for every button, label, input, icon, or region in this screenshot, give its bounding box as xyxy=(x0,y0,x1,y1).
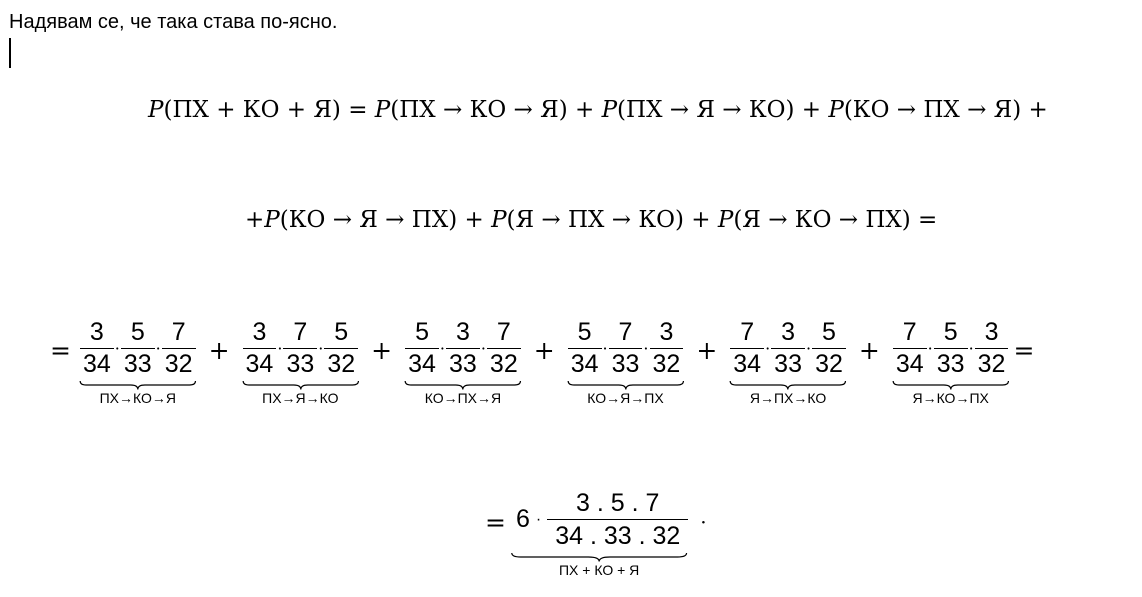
equals-sign: = xyxy=(1013,336,1035,365)
multiply-dot: · xyxy=(805,338,812,358)
equation-term: (ПХ → КО → Я) + xyxy=(390,97,602,123)
trailing-dot: · xyxy=(700,510,707,534)
multiply-dot: · xyxy=(155,338,161,358)
numerator: 7 xyxy=(487,318,521,349)
fraction-product xyxy=(729,318,847,379)
multiply-dot: · xyxy=(643,338,649,358)
probability-symbol: P xyxy=(491,207,507,233)
equation-line-1 xyxy=(148,95,1048,125)
denominator: 34 xyxy=(245,350,274,378)
underbrace-label: ПХ + КО + Я xyxy=(558,562,640,578)
underbrace-group xyxy=(510,488,688,578)
product-expression xyxy=(510,488,688,551)
fraction xyxy=(568,318,602,379)
fraction xyxy=(162,318,196,379)
probability-symbol: P xyxy=(601,97,618,123)
denominator: 32 xyxy=(164,350,193,378)
multiply-dot: · xyxy=(318,338,324,358)
fraction-product xyxy=(892,318,1010,379)
numerator: 5 xyxy=(324,318,358,349)
numerator: 5 xyxy=(812,318,846,349)
numerator: 3 xyxy=(80,318,114,349)
underbrace xyxy=(729,380,847,390)
probability-symbol: P xyxy=(717,207,734,233)
line-prefix-plus: + xyxy=(245,207,265,233)
underbrace-label: ПХ→КО→Я xyxy=(99,390,176,406)
denominator: 33 xyxy=(123,350,152,378)
fraction xyxy=(730,318,764,379)
numerator: 7 xyxy=(609,318,643,349)
underbrace-label: Я→КО→ПХ xyxy=(912,390,989,406)
numerator: 3 xyxy=(650,318,684,349)
multiply-dot: · xyxy=(765,338,771,358)
fraction xyxy=(609,318,643,379)
fraction xyxy=(771,318,805,379)
underbrace xyxy=(404,380,522,390)
plus-sign: + xyxy=(858,336,880,365)
numerator: 5 xyxy=(405,318,439,349)
denominator: 33 xyxy=(774,350,802,378)
denominator: 32 xyxy=(977,350,1006,378)
denominator: 34 xyxy=(570,350,599,378)
multiply-dot: · xyxy=(114,338,120,358)
multiply-dot: · xyxy=(968,338,974,358)
fraction xyxy=(283,318,317,379)
text-cursor xyxy=(9,38,11,68)
fraction xyxy=(487,318,521,379)
fraction xyxy=(80,318,114,379)
denominator: 32 xyxy=(652,350,681,378)
fraction xyxy=(324,318,358,379)
equals-sign: = xyxy=(50,336,71,365)
numerator: 3 xyxy=(243,318,277,349)
underbrace-group xyxy=(79,318,197,406)
denominator: 34 . 33 . 32 xyxy=(555,522,681,550)
underbrace-label: ПХ→Я→КО xyxy=(262,390,339,406)
numerator: 7 xyxy=(162,318,196,349)
numerator: 3 xyxy=(975,318,1009,349)
fraction xyxy=(934,318,968,379)
denominator: 33 xyxy=(449,350,477,378)
probability-symbol: P xyxy=(148,97,164,123)
denominator: 33 xyxy=(936,350,965,378)
fraction-product xyxy=(242,318,360,379)
fraction xyxy=(975,318,1009,379)
probability-symbol: P xyxy=(374,97,391,123)
underbrace xyxy=(567,380,685,390)
numerator: 7 xyxy=(283,318,317,349)
fraction xyxy=(243,318,277,379)
fraction xyxy=(547,488,688,551)
numerator: 7 xyxy=(730,318,764,349)
underbrace-label: КО→ПХ→Я xyxy=(424,390,502,406)
fraction-product xyxy=(404,318,522,379)
plus-sign: + xyxy=(371,336,393,365)
probability-symbol: P xyxy=(264,207,280,233)
denominator: 32 xyxy=(489,350,518,378)
coefficient: 6 xyxy=(515,505,530,533)
underbrace-group xyxy=(567,318,685,406)
underbrace xyxy=(510,552,688,562)
underbrace-group xyxy=(892,318,1010,406)
multiply-dot: · xyxy=(602,338,608,358)
multiply-dot: · xyxy=(277,338,283,358)
equals-sign: = xyxy=(485,508,506,537)
numerator: 5 xyxy=(568,318,602,349)
underbrace-label: КО→Я→ПХ xyxy=(587,390,664,406)
underbrace-label: Я→ПХ→КО xyxy=(749,390,827,406)
denominator: 34 xyxy=(82,350,111,378)
equation-lhs: (ПХ + КО + Я) = xyxy=(163,97,375,123)
fraction xyxy=(405,318,439,379)
numerator: 3 xyxy=(771,318,805,349)
numerator: 3 xyxy=(446,318,480,349)
underbrace xyxy=(79,380,197,390)
probability-symbol: P xyxy=(828,97,844,123)
plus-sign: + xyxy=(533,336,555,365)
fraction xyxy=(893,318,927,379)
denominator: 32 xyxy=(815,350,843,378)
denominator: 34 xyxy=(733,350,762,378)
fraction xyxy=(650,318,684,379)
equation-term: (Я → ПХ → КО) + xyxy=(506,207,718,233)
numerator: 7 xyxy=(893,318,927,349)
denominator: 34 xyxy=(408,350,436,378)
equation-term: (КО → Я → ПХ) + xyxy=(279,207,492,233)
fraction xyxy=(446,318,480,379)
equation-line-4 xyxy=(485,488,707,578)
underbrace-group xyxy=(729,318,847,406)
underbrace xyxy=(892,380,1010,390)
multiply-dot: · xyxy=(535,510,542,528)
plus-sign: + xyxy=(208,336,230,365)
equation-term: (Я → КО → ПХ) = xyxy=(733,207,938,233)
multiply-dot: · xyxy=(927,338,933,358)
intro-text: Надявам се, че така става по-ясно. xyxy=(9,11,338,33)
equation-line-2 xyxy=(245,205,937,235)
denominator: 33 xyxy=(286,350,315,378)
plus-sign: + xyxy=(696,336,718,365)
numerator: 5 xyxy=(934,318,968,349)
equation-line-3 xyxy=(50,318,1038,406)
denominator: 33 xyxy=(611,350,640,378)
fraction xyxy=(812,318,846,379)
fraction-product xyxy=(567,318,685,379)
underbrace xyxy=(242,380,360,390)
fraction-product xyxy=(79,318,197,379)
numerator: 5 xyxy=(121,318,155,349)
denominator: 32 xyxy=(327,350,356,378)
underbrace-group xyxy=(242,318,360,406)
equation-term: (ПХ → Я → КО) + xyxy=(617,97,829,123)
numerator: 3 . 5 . 7 xyxy=(547,488,688,520)
multiply-dot: · xyxy=(480,338,486,358)
multiply-dot: · xyxy=(439,338,446,358)
underbrace-group xyxy=(404,318,522,406)
equation-term: (КО → ПХ → Я) + xyxy=(843,97,1048,123)
denominator: 34 xyxy=(895,350,924,378)
fraction xyxy=(121,318,155,379)
